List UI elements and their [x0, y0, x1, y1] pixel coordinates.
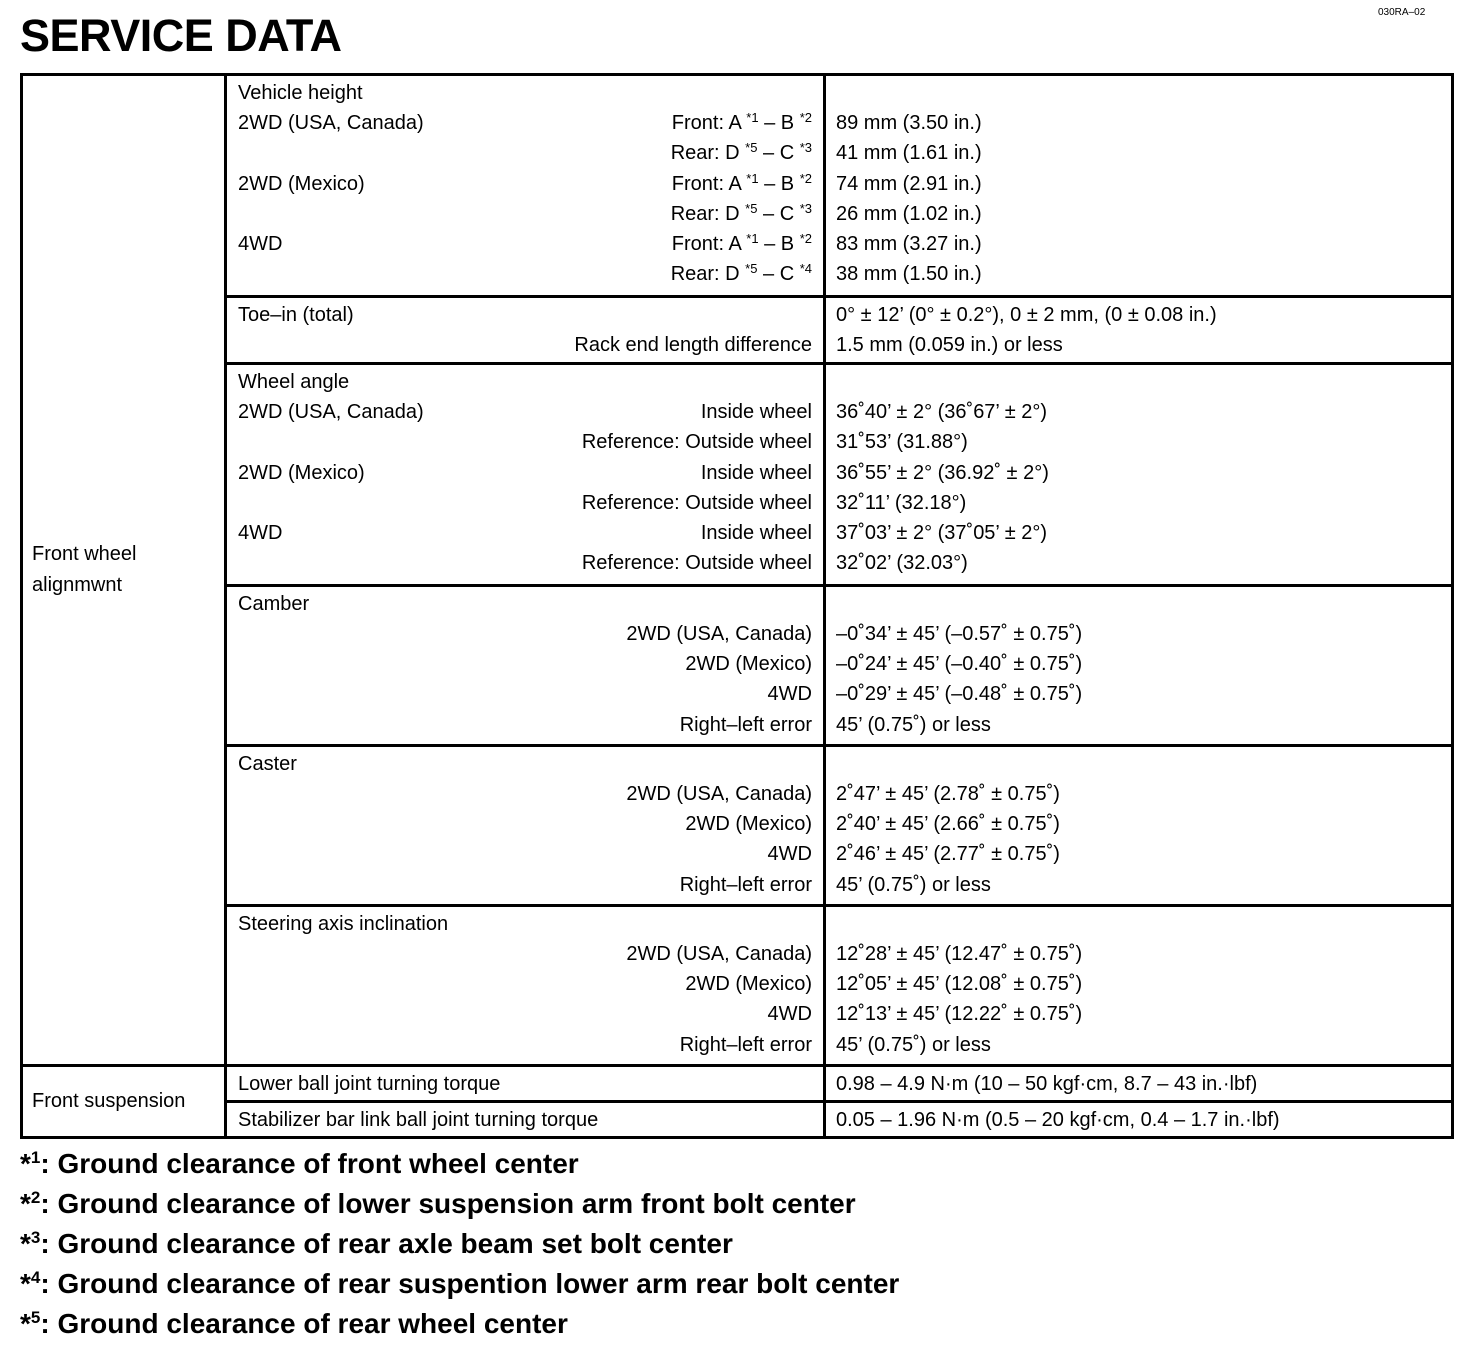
spec-value: 41 mm (1.61 in.) — [836, 142, 982, 165]
footnotes — [20, 1146, 899, 1346]
spec-label: Stabilizer bar link ball joint turning torque — [226, 1101, 825, 1137]
spec-label: Right–left error — [679, 713, 812, 736]
spec-label: 2WD (Mexico) — [685, 813, 812, 836]
spec-label: 2WD (Mexico) — [685, 653, 812, 676]
spec-value: 32˚11’ (32.18°) — [836, 491, 967, 514]
spec-value: –0˚29’ ± 45’ (–0.48˚ ± 0.75˚) — [836, 683, 1083, 706]
vehicle-height-items — [226, 75, 825, 297]
steering-axis-values — [825, 905, 1453, 1065]
spec-line — [238, 108, 812, 138]
section-heading: Camber — [238, 592, 310, 615]
spec-value: 12˚13’ ± 45’ (12.22˚ ± 0.75˚) — [836, 1003, 1083, 1026]
stabilizer-link-row — [22, 1101, 1453, 1137]
caster-items — [226, 745, 825, 905]
caster-values — [825, 745, 1453, 905]
wheel-angle-values — [825, 363, 1453, 585]
wheel-angle-items — [226, 363, 825, 585]
spec-value: 2˚47’ ± 45’ (2.78˚ ± 0.75˚) — [836, 783, 1060, 806]
spec-line — [238, 397, 812, 427]
spec-line — [238, 518, 812, 548]
spec-label: 4WD — [767, 1003, 812, 1026]
spec-label: Rack end length difference — [574, 334, 812, 357]
spec-value: 12˚05’ ± 45’ (12.08˚ ± 0.75˚) — [836, 973, 1083, 996]
spec-label: 2WD (USA, Canada) — [626, 943, 812, 965]
spec-value: 38 mm (1.50 in.) — [836, 263, 982, 286]
spec-value: 36˚40’ ± 2° (36˚67’ ± 2°) — [836, 401, 1048, 424]
service-data-table — [20, 73, 1454, 1139]
front-measure-label: Front: A $^{*1}$ – B $^{*2}$ — [671, 230, 812, 255]
spec-value: 2˚46’ ± 45’ (2.77˚ ± 0.75˚) — [836, 843, 1060, 866]
spec-value: 26 mm (1.02 in.) — [836, 202, 982, 225]
spec-label: Reference: Outside wheel — [581, 491, 812, 514]
spec-value: –0˚24’ ± 45’ (–0.40˚ ± 0.75˚) — [836, 653, 1083, 676]
page-code: 030RA–02 — [1378, 7, 1426, 18]
spec-label: Right–left error — [679, 873, 812, 896]
spec-value: 32˚02’ (32.03°) — [836, 552, 968, 575]
steering-axis-row — [22, 905, 1453, 1065]
spec-value: 0.05 – 1.96 N·m (0.5 – 20 kgf·cm, 0.4 – 1.7 in.·lbf) — [825, 1101, 1453, 1137]
spec-label: Lower ball joint turning torque — [226, 1065, 825, 1101]
vehicle-height-row — [22, 75, 1453, 297]
spec-label: Reference: Outside wheel — [581, 431, 812, 454]
drive-type-label: 4WD — [238, 232, 283, 255]
drive-type-label: 2WD (Mexico) — [238, 172, 365, 195]
section-heading: Toe–in (total) — [238, 303, 354, 326]
spec-label: Right–left error — [679, 1033, 812, 1056]
toe-in-row — [22, 296, 1453, 363]
spec-value: 1.5 mm (0.059 in.) or less — [836, 334, 1063, 357]
drive-type-label: 4WD — [238, 521, 283, 544]
spec-label: 2WD (USA, Canada) — [626, 783, 812, 806]
toe-in-items — [226, 296, 825, 363]
steering-axis-items — [226, 905, 825, 1065]
drive-type-label: 2WD (Mexico) — [238, 461, 365, 484]
camber-values — [825, 585, 1453, 745]
category-front-suspension: Front suspension — [22, 1065, 226, 1137]
drive-type-label: 2WD (USA, Canada) — [238, 401, 424, 424]
vehicle-height-values — [825, 75, 1453, 297]
spec-value: 45’ (0.75˚) or less — [836, 873, 991, 896]
spec-value: 31˚53’ (31.88°) — [836, 431, 968, 454]
rear-measure-label: Rear: D $^{*5}$ – C $^{*3}$ — [670, 200, 812, 225]
footnote: *$^2$: Ground clearance of lower suspension arm front bolt center — [20, 1188, 856, 1219]
caster-row — [22, 745, 1453, 905]
category-line: Front wheel — [32, 542, 137, 565]
spec-label: 2WD (USA, Canada) — [626, 623, 812, 646]
drive-type-label: 2WD (USA, Canada) — [238, 112, 424, 135]
footnote: *$^3$: Ground clearance of rear axle beam set bolt center — [20, 1228, 733, 1259]
toe-in-values — [825, 296, 1453, 363]
spec-value: –0˚34’ ± 45’ (–0.57˚ ± 0.75˚) — [836, 623, 1083, 646]
lower-ball-joint-row — [22, 1065, 1453, 1101]
front-measure-label: Front: A $^{*1}$ – B $^{*2}$ — [671, 110, 812, 135]
page-title: SERVICE DATA — [20, 10, 342, 61]
section-heading: Caster — [238, 752, 297, 775]
footnote: *$^5$: Ground clearance of rear wheel center — [20, 1308, 568, 1339]
section-heading: Steering axis inclination — [238, 912, 449, 935]
spec-label: Inside wheel — [700, 461, 812, 484]
spec-value: 0° ± 12’ (0° ± 0.2°), 0 ± 2 mm, (0 ± 0.08 in.) — [836, 303, 1217, 326]
spec-line — [238, 229, 812, 259]
category-line: alignmwnt — [32, 573, 123, 596]
category-front-wheel-alignment — [22, 75, 226, 1066]
spec-line — [238, 169, 812, 199]
camber-items — [226, 585, 825, 745]
spec-value: 89 mm (3.50 in.) — [836, 112, 982, 135]
spec-value: 0.98 – 4.9 N·m (10 – 50 kgf·cm, 8.7 – 43 in.·lbf) — [825, 1065, 1453, 1101]
spec-value: 74 mm (2.91 in.) — [836, 172, 982, 195]
spec-label: 2WD (Mexico) — [685, 973, 812, 996]
spec-label: Inside wheel — [700, 401, 812, 424]
camber-row — [22, 585, 1453, 745]
spec-line — [238, 458, 812, 488]
front-measure-label: Front: A $^{*1}$ – B $^{*2}$ — [671, 170, 812, 195]
spec-label: Reference: Outside wheel — [581, 552, 812, 575]
spec-label: Inside wheel — [700, 521, 812, 544]
spec-value: 37˚03’ ± 2° (37˚05’ ± 2°) — [836, 521, 1048, 544]
wheel-angle-row — [22, 363, 1453, 585]
spec-label: 4WD — [767, 683, 812, 706]
spec-value: 2˚40’ ± 45’ (2.66˚ ± 0.75˚) — [836, 813, 1060, 836]
rear-measure-label: Rear: D $^{*5}$ – C $^{*4}$ — [670, 261, 812, 286]
spec-value: 45’ (0.75˚) or less — [836, 713, 991, 736]
rear-measure-label: Rear: D $^{*5}$ – C $^{*3}$ — [670, 140, 812, 165]
spec-value: 45’ (0.75˚) or less — [836, 1033, 991, 1056]
spec-value: 12˚28’ ± 45’ (12.47˚ ± 0.75˚) — [836, 943, 1083, 965]
section-heading: Wheel angle — [238, 370, 350, 393]
spec-value: 83 mm (3.27 in.) — [836, 232, 982, 255]
spec-label: 4WD — [767, 843, 812, 866]
footnote: *$^4$: Ground clearance of rear suspention lower arm rear bolt center — [20, 1268, 900, 1299]
section-heading: Vehicle height — [238, 82, 363, 104]
spec-value: 36˚55’ ± 2° (36.92˚ ± 2°) — [836, 461, 1049, 484]
footnote: *$^1$: Ground clearance of front wheel center — [20, 1148, 579, 1179]
